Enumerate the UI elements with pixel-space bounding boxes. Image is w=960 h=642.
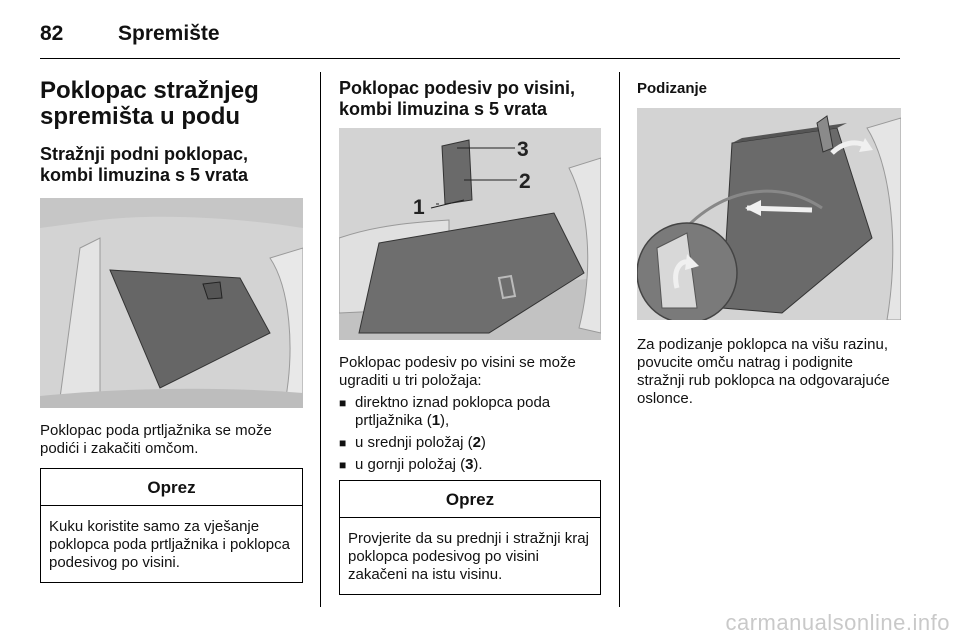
list-item-text: u gornji položaj ( — [355, 456, 466, 473]
caution-text: Kuku koristite samo za vješanje poklopca poda prtljažnika i poklopca podesivog po visini. — [49, 518, 290, 571]
caution-title: Oprez — [41, 469, 302, 506]
paragraph: Poklopac podesiv po visini se može ugraditi u tri položaja: — [339, 354, 576, 389]
column-1 — [40, 72, 303, 583]
figure-lifting-cover — [637, 108, 901, 320]
watermark: carmanualsonline.info — [725, 610, 950, 635]
paragraph: Poklopac poda prtljažnika se može podići i zakačiti omčom. — [40, 422, 272, 457]
caution-box — [339, 480, 601, 595]
list-item — [339, 456, 601, 474]
header-rule — [40, 58, 900, 59]
page-header — [40, 18, 920, 62]
subsection-title: Stražnji podni poklopac, kombi limuzina s 5 vrata — [40, 144, 249, 185]
column-divider-2 — [619, 72, 620, 607]
list-item-suffix: ), — [440, 412, 450, 429]
list-item-number: 3 — [465, 456, 474, 473]
bullet-icon: ■ — [339, 458, 347, 472]
bullet-icon: ■ — [339, 436, 347, 450]
callout-3: 3 — [517, 138, 529, 161]
list-item-text: direktno iznad poklopca poda prtljažnika ( — [355, 394, 551, 429]
caution-box — [40, 468, 303, 583]
subsection-title: Poklopac podesiv po visini, kombi limuzina s 5 vrata — [339, 78, 576, 119]
figure-floor-cover — [40, 198, 303, 408]
callout-2: 2 — [519, 170, 531, 193]
caution-text: Provjerite da su prednji i stražnji kraj poklopca podesivog po visini zakačeni na istu visinu. — [348, 530, 589, 583]
list-item — [339, 434, 601, 452]
figure-height-adjustable-cover — [339, 128, 601, 340]
page-number: 82 — [40, 22, 64, 45]
section-title: Poklopac stražnjeg spremišta u podu — [40, 77, 259, 130]
callout-1: 1 — [413, 196, 425, 219]
column-2 — [339, 72, 601, 595]
column-divider-1 — [320, 72, 321, 607]
lifting-cover-illustration — [637, 108, 901, 320]
chapter-title: Spremište — [118, 22, 220, 45]
floor-cover-illustration — [40, 198, 303, 408]
list-item-number: 2 — [472, 434, 481, 451]
list-item-suffix: ) — [480, 434, 486, 451]
subsection-title: Podizanje — [637, 80, 708, 97]
paragraph: Za podizanje poklopca na višu razinu, povucite omču natrag i podignite stražnji rub poklopca na odgovarajuće oslonce. — [637, 336, 890, 407]
list-item-number: 1 — [431, 412, 441, 429]
caution-title: Oprez — [340, 481, 600, 518]
list-item — [339, 394, 601, 430]
height-adjustable-cover-illustration — [339, 128, 601, 340]
position-list — [339, 394, 601, 474]
column-3 — [637, 72, 901, 408]
list-item-text: u srednji položaj ( — [355, 434, 473, 451]
bullet-icon: ■ — [339, 396, 347, 410]
list-item-suffix: ). — [473, 456, 483, 473]
